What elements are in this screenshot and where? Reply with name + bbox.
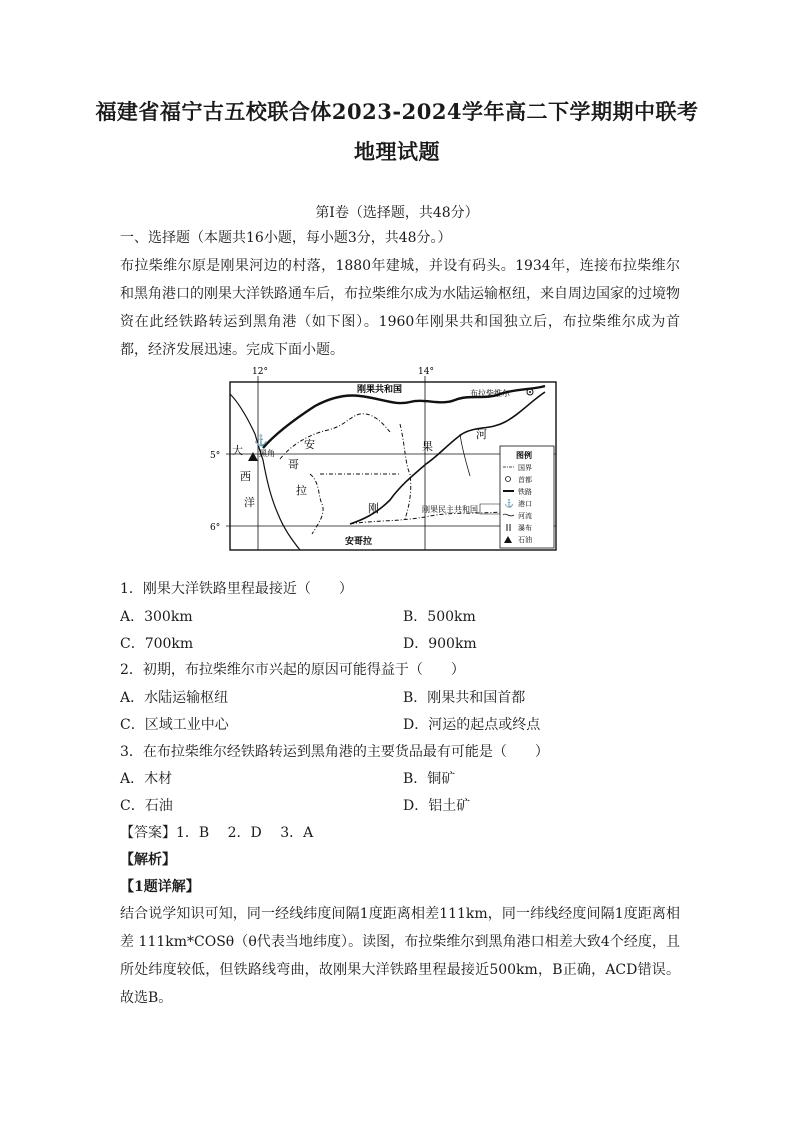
label-angola-b: 哥 xyxy=(288,458,299,471)
q2-option-a: A．水陆运输枢纽 xyxy=(120,690,229,706)
lon-12-label: 12° xyxy=(252,367,268,377)
label-atlantic-1: 大 xyxy=(232,444,243,457)
map-legend xyxy=(500,446,554,548)
lat-6-label: 6° xyxy=(210,523,221,533)
q2-option-c: C．区域工业中心 xyxy=(120,717,229,733)
detail-label: 【1题详解】 xyxy=(120,879,200,895)
q1-option-c: C．700km xyxy=(120,636,194,652)
label-brazzaville: 布拉柴维尔 xyxy=(470,389,510,398)
q3-option-d: D．铝土矿 xyxy=(403,798,471,814)
label-angola: 安哥拉 xyxy=(345,537,373,547)
legend-title: 图例 xyxy=(516,450,532,460)
q3-option-a: A．木材 xyxy=(120,771,173,787)
label-pointe-noire: 黑角 xyxy=(259,449,275,458)
label-river: 河 xyxy=(476,428,487,441)
label-congo-republic: 刚果共和国 xyxy=(357,385,403,395)
question-2-stem: 2．初期，布拉柴维尔市兴起的原因可能得益于（ ） xyxy=(120,662,465,678)
q1-option-d: D．900km xyxy=(403,636,477,652)
question-1-stem: 1．刚果大洋铁路里程最接近（ ） xyxy=(120,581,353,597)
q3-option-b: B．铜矿 xyxy=(403,771,456,787)
port-icon: ⚓ xyxy=(254,434,268,447)
label-drc: 刚果民主共和国 xyxy=(422,505,478,514)
page-title: 福建省福宁古五校联合体2023-2024学年高二下学期期中联考 xyxy=(95,99,699,124)
q2-option-d: D．河运的起点或终点 xyxy=(403,717,541,733)
passage: 布拉柴维尔原是刚果河边的村落，1880年建城，并设有码头。1934年，连接布拉柴维尔和黑角港口的刚果大洋铁路通车后，布拉柴维尔成为水陆运输枢纽，来自周边国家的过境物资在此经铁路转运到黑角港（如下图）。1960年刚果共和国独立后，布拉柴维尔成为首都，经济发展迅速。完成下面小题。 xyxy=(120,258,680,358)
label-atlantic-3: 洋 xyxy=(244,496,255,509)
section-heading: 第Ⅰ卷（选择题，共48分） xyxy=(315,205,479,221)
label-congo-a: 刚 xyxy=(368,502,379,515)
question-3-stem: 3．在布拉柴维尔经铁路转运到黑角港的主要货品最有可能是（ ） xyxy=(120,744,549,760)
label-atlantic-2: 西 xyxy=(240,470,251,483)
legend-river: 河流 xyxy=(518,512,532,520)
answer-line: 【答案】1．B 2．D 3．A xyxy=(120,825,314,841)
legend-port-icon: ⚓ xyxy=(504,499,514,508)
section-part: 一、选择题（本题共16小题，每小题3分，共48分。） xyxy=(120,230,452,246)
legend-oil: 石油 xyxy=(518,536,532,544)
q2-option-b: B．刚果共和国首都 xyxy=(403,690,526,706)
map-figure xyxy=(200,364,560,554)
label-angola-c: 拉 xyxy=(296,484,307,497)
label-congo-b: 果 xyxy=(422,440,433,453)
legend-port: 港口 xyxy=(518,500,532,508)
explanation: 结合说学知识可知，同一经线纬度间隔1度距离相差111km，同一纬线经度间隔1度距离相差 111km*COSθ（θ代表当地纬度）。读图，布拉柴维尔到黑角港口相差大致4个经度，且所处纬度较低，但铁路线弯曲，故刚果大洋铁路里程最接近500km，B正确，ACD错误。故选B。 xyxy=(120,906,680,1006)
lon-14-label: 14° xyxy=(418,367,434,377)
legend-waterfall: 瀑布 xyxy=(518,524,532,532)
legend-railway: 铁路 xyxy=(518,488,532,496)
q1-option-b: B．500km xyxy=(403,609,476,625)
label-angola-a: 安 xyxy=(304,438,315,451)
q1-option-a: A．300km xyxy=(120,609,193,625)
analysis-label: 【解析】 xyxy=(120,852,176,868)
q3-option-c: C．石油 xyxy=(120,798,173,814)
page-subtitle: 地理试题 xyxy=(354,139,440,164)
legend-capital: 首都 xyxy=(518,476,532,484)
lat-5-label: 5° xyxy=(210,451,221,461)
legend-border: 国界 xyxy=(518,464,532,472)
